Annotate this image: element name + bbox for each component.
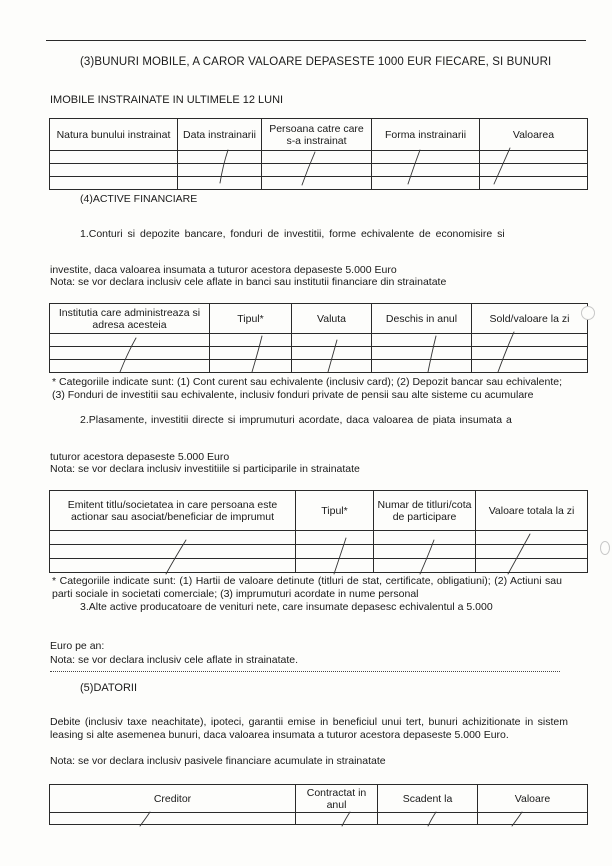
col-header: Numar de titluri/cota de participare [374, 491, 476, 531]
col-header: Persoana catre care s-a instrainat [262, 119, 372, 151]
section3-heading: (3)BUNURI MOBILE, A CAROR VALOARE DEPASESTE 1000 EUR FIECARE, SI BUNURI [80, 56, 552, 68]
investments-table [49, 490, 588, 573]
item3-text-cont: Euro pe an: [50, 640, 105, 652]
col-header: Scadent la [378, 785, 478, 813]
punch-hole [581, 306, 595, 320]
col-header: Valuta [292, 304, 372, 334]
col-header: Creditor [50, 785, 296, 813]
item2-note: Nota: se vor declara inclusiv investitiile si participarile in strainatate [50, 463, 360, 475]
item3-note: Nota: se vor declara inclusiv cele aflate in strainatate. [50, 654, 299, 666]
col-header: Deschis in anul [372, 304, 472, 334]
col-header: Data instrainarii [178, 119, 262, 151]
table-row [50, 531, 588, 545]
table-row [50, 177, 588, 190]
col-header: Tipul* [296, 491, 374, 531]
section5-heading: (5)DATORII [80, 682, 138, 694]
table1-footnote: * Categoriile indicate sunt: (1) Cont curent sau echivalente (inclusiv card); (2) Depozit bancar sau echivalente; (3) Fonduri de investitii sau echivalente, inclusiv fonduri private de pensii sau alte sisteme cu acumulare [52, 376, 562, 401]
table-row [50, 164, 588, 177]
table-row [50, 813, 588, 825]
col-header: Forma instrainarii [372, 119, 480, 151]
table-row [50, 347, 588, 360]
table-row [50, 360, 588, 373]
punch-hole [600, 541, 610, 555]
section3-table [49, 118, 588, 190]
debts-table [49, 784, 588, 825]
col-header: Institutia care administreaza si adresa acesteia [50, 304, 210, 334]
col-header: Natura bunului instrainat [50, 119, 178, 151]
item1-text-cont: investite, daca valoarea insumata a tuturor acestora depaseste 5.000 Euro [50, 264, 397, 276]
top-rule [46, 40, 586, 41]
item2-text-cont: tuturor acestora depaseste 5.000 Euro [50, 451, 230, 463]
accounts-table [49, 303, 588, 373]
section4-heading: (4)ACTIVE FINANCIARE [80, 193, 198, 205]
col-header: Tipul* [210, 304, 292, 334]
section3-heading-cont: IMOBILE INSTRAINATE IN ULTIMELE 12 LUNI [50, 94, 284, 106]
col-header: Valoare [478, 785, 588, 813]
col-header: Contractat in anul [296, 785, 378, 813]
table-row [50, 559, 588, 573]
section5-body: Debite (inclusiv taxe neachitate), ipoteci, garantii emise in beneficiul unui tert, bunuri achizitionate in sistem leasing si alte asemenea bunuri, daca valoarea insumata a tuturor acestora depaseste 5.000 Euro. [50, 716, 568, 741]
item3-text: 3.Alte active producatoare de venituri nete, care insumate depasesc echivalentul a 5.000 [80, 601, 493, 613]
table2-footnote: * Categoriile indicate sunt: (1) Hartii de valoare detinute (titluri de stat, certificate, obligatiuni); (2) Actiuni sau parti sociale in societati comerciale; (3) imprumuturi acordate in nume personal [52, 575, 562, 600]
item1-text: 1.Conturi si depozite bancare, fonduri de investitii, forme echivalente de economisire si [80, 228, 505, 240]
item2-text: 2.Plasamente, investitii directe si imprumuturi acordate, daca valoarea de piata insumata a [80, 414, 512, 426]
dotted-rule [50, 671, 560, 672]
col-header: Valoarea [480, 119, 588, 151]
table-row [50, 334, 588, 347]
col-header: Valoare totala la zi [476, 491, 588, 531]
col-header: Sold/valoare la zi [472, 304, 588, 334]
col-header: Emitent titlu/societatea in care persoana este actionar sau asociat/beneficiar de imprumut [50, 491, 296, 531]
table-row [50, 545, 588, 559]
item1-note: Nota: se vor declara inclusiv cele aflate in banci sau institutii financiare din strainatate [50, 276, 447, 288]
section5-note: Nota: se vor declara inclusiv pasivele financiare acumulate in strainatate [50, 755, 386, 767]
table-row [50, 151, 588, 164]
